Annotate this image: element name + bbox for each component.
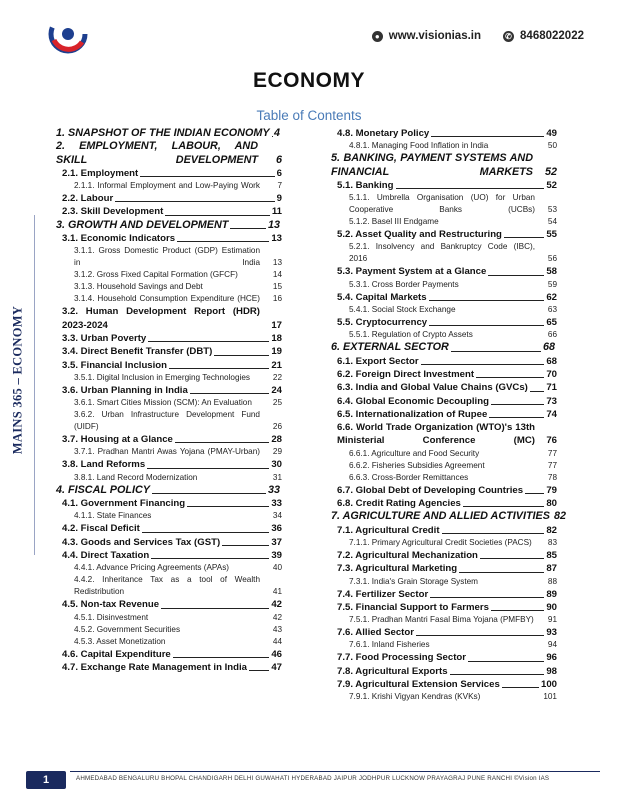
toc-entry-page: 49 xyxy=(546,128,557,139)
toc-entry[interactable] xyxy=(331,127,557,140)
toc-entry-title: 5.5. Cryptocurrency xyxy=(337,317,428,329)
toc-entry-title: 6.6.1. Agriculture and Food Security xyxy=(349,448,480,458)
toc-entry[interactable] xyxy=(56,245,282,269)
toc-entry-page: 58 xyxy=(546,266,557,278)
toc-entry-title: 3.1.3. Household Savings and Debt xyxy=(74,282,203,292)
toc-entry-title: 5.1. Banking xyxy=(337,179,394,191)
toc-entry[interactable] xyxy=(331,665,557,678)
leader-line xyxy=(161,608,269,609)
toc-entry-page: 25 xyxy=(272,398,282,408)
leader-line xyxy=(190,393,270,394)
toc-entry-title: 5.4. Capital Markets xyxy=(337,291,427,303)
toc-entry[interactable] xyxy=(56,661,282,674)
toc-entry[interactable] xyxy=(56,549,282,562)
toc-entry-page: 19 xyxy=(271,346,282,358)
globe-icon: ● xyxy=(372,31,383,42)
side-rule xyxy=(34,215,35,555)
leader-line xyxy=(442,533,545,534)
toc-entry-page: 11 xyxy=(271,206,282,218)
toc-entry-title: 3.6.2. Urban Infrastructure Development Fund (UIDF) xyxy=(74,410,260,432)
page-footer xyxy=(26,771,594,791)
toc-entry[interactable] xyxy=(331,279,557,291)
toc-entry-page: 6 xyxy=(276,167,282,179)
toc-entry[interactable] xyxy=(331,601,557,614)
phone-icon: ✆ xyxy=(503,31,514,42)
toc-entry[interactable] xyxy=(56,624,282,636)
toc-entry-title: 7.4. Fertilizer Sector xyxy=(337,588,429,600)
leader-line xyxy=(450,674,545,675)
toc-entry[interactable] xyxy=(56,281,282,293)
toc-entry-page: 73 xyxy=(546,395,557,407)
toc-entry[interactable] xyxy=(331,395,557,408)
toc-heading: Table of Contents xyxy=(256,108,362,123)
footer-rule xyxy=(70,771,600,772)
toc-entry-title: 4.6. Capital Expenditure xyxy=(62,648,171,660)
toc-entry-title: 4.4.1. Advance Pricing Agreements (APAs) xyxy=(74,563,230,573)
leader-line xyxy=(421,364,545,365)
leader-line xyxy=(187,506,269,507)
toc-entry[interactable] xyxy=(56,636,282,648)
leader-line xyxy=(463,506,544,507)
toc-entry-page: 62 xyxy=(546,291,557,303)
toc-entry-page: 83 xyxy=(547,537,557,547)
toc-entry[interactable] xyxy=(56,140,282,167)
toc-entry[interactable] xyxy=(331,241,557,265)
leader-line xyxy=(396,188,545,189)
toc-entry[interactable] xyxy=(331,291,557,304)
toc-entry[interactable] xyxy=(331,216,557,228)
toc-entry-page: 79 xyxy=(546,484,557,496)
toc-entry[interactable] xyxy=(331,368,557,381)
toc-entry[interactable] xyxy=(56,372,282,384)
toc-entry-page: 82 xyxy=(546,524,557,536)
toc-entry-page: 26 xyxy=(272,422,282,432)
toc-entry-title: 5.2. Asset Quality and Restructuring xyxy=(337,229,502,241)
toc-entry[interactable] xyxy=(331,484,557,497)
toc-entry-page: 52 xyxy=(546,179,557,191)
toc-entry-page: 89 xyxy=(546,588,557,600)
toc-entry-title: 5. BANKING, PAYMENT SYSTEMS AND FINANCIAL MARKETS xyxy=(331,152,533,178)
leader-line xyxy=(431,136,544,137)
toc-entry-title: 7.1. Agricultural Credit xyxy=(337,524,440,536)
toc-entry-page: 71 xyxy=(546,382,557,394)
toc-entry-title: 3.5. Financial Inclusion xyxy=(62,359,168,371)
leader-line xyxy=(115,201,274,202)
toc-entry[interactable] xyxy=(56,397,282,409)
toc-entry-title: 6. EXTERNAL SECTOR xyxy=(331,341,449,354)
toc-entry-title: 4.1. Government Financing xyxy=(62,498,186,510)
leader-line xyxy=(151,558,269,559)
toc-entry-title: 4.4. Direct Taxation xyxy=(62,549,150,561)
toc-entry-page: 85 xyxy=(546,549,557,561)
leader-line xyxy=(148,341,269,342)
toc-entry-title: 3.7. Housing at a Glance xyxy=(62,434,173,446)
website-link[interactable]: www.visionias.in xyxy=(388,30,482,42)
contact-info xyxy=(372,30,584,42)
toc-entry-page: 76 xyxy=(546,435,557,447)
leader-line xyxy=(451,351,541,352)
toc-entry-page: 42 xyxy=(271,599,282,611)
toc-entry-title: 7.2. Agricultural Mechanization xyxy=(337,549,478,561)
toc-entry-page: 6 xyxy=(275,153,282,166)
toc-entry-page: 30 xyxy=(271,459,282,471)
toc-entry-page: 74 xyxy=(546,408,557,420)
leader-line xyxy=(249,670,269,671)
footer-cities: AHMEDABAD BENGALURU BHOPAL CHANDIGARH DELHI GUWAHATI HYDERABAD JAIPUR JODHPUR LUCKNOW PRAYAGRAJ PUNE RANCHI ©Vision IAS xyxy=(76,775,550,782)
toc-entry-page: 34 xyxy=(272,511,282,521)
toc-entry[interactable] xyxy=(331,614,557,626)
toc-entry-page: 13 xyxy=(272,258,282,268)
toc-entry-title: 3. GROWTH AND DEVELOPMENT xyxy=(56,218,229,231)
toc-entry[interactable] xyxy=(56,574,282,598)
toc-entry-page: 52 xyxy=(544,165,557,178)
toc-entry-title: 2.3. Skill Development xyxy=(62,206,164,218)
toc-entry[interactable] xyxy=(56,510,282,522)
toc-entry[interactable] xyxy=(331,639,557,651)
toc-entry-title: 6.5. Internationalization of Rupee xyxy=(337,408,488,420)
toc-entry-page: 43 xyxy=(272,624,282,634)
toc-entry-page: 46 xyxy=(271,648,282,660)
toc-entry-title: 4. FISCAL POLICY xyxy=(56,483,150,496)
toc-entry[interactable] xyxy=(56,127,282,140)
phone-number: 8468022022 xyxy=(520,30,584,42)
toc-entry-title: 6.6.3. Cross-Border Remittances xyxy=(349,472,469,482)
toc-entry[interactable] xyxy=(56,219,282,232)
toc-entry-page: 39 xyxy=(271,549,282,561)
toc-entry-page: 40 xyxy=(272,563,282,573)
leader-line xyxy=(416,635,544,636)
toc-entry[interactable] xyxy=(56,332,282,345)
toc-entry-title: 7.3. Agricultural Marketing xyxy=(337,563,458,575)
leader-line xyxy=(140,176,274,177)
toc-entry-title: 4.4.2. Inheritance Tax as a tool of Wealth Redistribution xyxy=(74,575,260,597)
toc-entry[interactable] xyxy=(331,265,557,278)
toc-entry-title: 3.4. Direct Benefit Transfer (DBT) xyxy=(62,346,213,358)
toc-entry[interactable] xyxy=(331,381,557,394)
toc-entry[interactable] xyxy=(56,458,282,471)
toc-entry-title: 3.3. Urban Poverty xyxy=(62,332,147,344)
toc-entry-page: 82 xyxy=(553,510,566,523)
toc-entry[interactable] xyxy=(331,524,557,537)
toc-entry[interactable] xyxy=(331,588,557,601)
toc-entry-title: 2.1. Employment xyxy=(62,167,139,179)
toc-entry-page: 66 xyxy=(547,330,557,340)
leader-line xyxy=(525,493,544,494)
toc-entry-title: 3.1.1. Gross Domestic Product (GDP) Estimation in India xyxy=(74,246,260,268)
toc-entry-title: 3.1.2. Gross Fixed Capital Formation (GFCF) xyxy=(74,270,238,280)
toc-entry-page: 9 xyxy=(276,193,282,205)
leader-line xyxy=(169,368,269,369)
toc-entry[interactable] xyxy=(56,497,282,510)
leader-line xyxy=(491,404,544,405)
toc-entry[interactable] xyxy=(331,510,566,523)
toc-entry-title: 6.3. India and Global Value Chains (GVCs) xyxy=(337,382,528,394)
toc-entry-page: 37 xyxy=(271,536,282,548)
toc-entry[interactable] xyxy=(331,355,557,368)
leader-line xyxy=(491,610,544,611)
toc-entry-title: 5.4.1. Social Stock Exchange xyxy=(349,305,456,315)
toc-entry[interactable] xyxy=(331,408,557,421)
toc-entry-title: 5.1.2. Basel III Endgame xyxy=(349,217,439,227)
toc-entry[interactable] xyxy=(331,448,557,460)
toc-entry-title: 4.5.1. Disinvestment xyxy=(74,612,149,622)
toc-entry-page: 7 xyxy=(277,181,282,191)
toc-entry-title: 6.7. Global Debt of Developing Countries xyxy=(337,484,524,496)
toc-entry[interactable] xyxy=(56,384,282,397)
toc-entry-page: 65 xyxy=(546,317,557,329)
toc-entry-page: 93 xyxy=(546,627,557,639)
toc-entry-title: 3.7.1. Pradhan Mantri Awas Yojana (PMAY-Urban) xyxy=(74,447,260,457)
toc-entry[interactable] xyxy=(331,421,557,448)
toc-entry-page: 24 xyxy=(271,384,282,396)
toc-entry[interactable] xyxy=(331,341,557,354)
toc-entry[interactable] xyxy=(331,576,557,588)
toc-entry-title: 5.5.1. Regulation of Crypto Assets xyxy=(349,330,473,340)
leader-line xyxy=(468,661,544,662)
toc-entry[interactable] xyxy=(56,269,282,281)
toc-entry[interactable] xyxy=(56,205,282,218)
toc-entry-page: 41 xyxy=(272,587,282,597)
toc-entry-page: 54 xyxy=(547,217,557,227)
side-label: MAINS 365 – ECONOMY xyxy=(10,305,25,455)
toc-entry[interactable] xyxy=(331,179,557,192)
toc-entry-page: 36 xyxy=(271,523,282,535)
toc-entry-page: 77 xyxy=(547,460,557,470)
toc-entry[interactable] xyxy=(56,192,282,205)
toc-entry[interactable] xyxy=(331,472,557,484)
toc-entry-title: 3.1. Economic Indicators xyxy=(62,233,176,245)
toc-entry-title: 4.3. Goods and Services Tax (GST) xyxy=(62,536,221,548)
toc-entry-title: 6.8. Credit Rating Agencies xyxy=(337,498,461,510)
leader-line xyxy=(502,687,539,688)
toc-entry[interactable] xyxy=(56,522,282,535)
toc-entry-title: 4.7. Exchange Rate Management in India xyxy=(62,661,247,673)
toc-entry-page: 4 xyxy=(273,127,280,139)
toc-entry[interactable] xyxy=(331,228,557,241)
toc-entry-page: 70 xyxy=(546,368,557,380)
toc-entry[interactable] xyxy=(331,329,557,341)
toc-entry[interactable] xyxy=(331,316,557,329)
toc-entry-title: 3.8.1. Land Record Modernization xyxy=(74,472,198,482)
toc-entry-page: 15 xyxy=(272,282,282,292)
toc-entry-title: 5.2.1. Insolvency and Bankruptcy Code (IBC), 2016 xyxy=(349,242,535,264)
toc-entry-title: 7.7. Food Processing Sector xyxy=(337,652,467,664)
toc-entry[interactable] xyxy=(331,140,557,152)
leader-line xyxy=(214,355,269,356)
toc-entry[interactable] xyxy=(56,305,282,332)
leader-line xyxy=(429,325,544,326)
toc-entry[interactable] xyxy=(331,678,557,691)
toc-entry-title: 2.2. Labour xyxy=(62,193,114,205)
page-title: ECONOMY xyxy=(252,69,365,92)
toc-entry[interactable] xyxy=(331,651,557,664)
toc-entry-page: 31 xyxy=(272,472,282,482)
toc-entry[interactable] xyxy=(56,484,282,497)
toc-entry-page: 98 xyxy=(546,665,557,677)
toc-entry[interactable] xyxy=(331,460,557,472)
toc-entry-page: 28 xyxy=(271,434,282,446)
leader-line xyxy=(429,300,545,301)
toc-entry-page: 78 xyxy=(547,472,557,482)
leader-line xyxy=(488,275,544,276)
toc-entry-title: 6.6. World Trade Organization (WTO)'s 13th Ministerial Conference (MC) xyxy=(337,422,535,447)
toc-entry-title: 3.8. Land Reforms xyxy=(62,459,146,471)
toc-entry[interactable] xyxy=(56,167,282,180)
leader-line xyxy=(430,597,544,598)
toc-entry-page: 53 xyxy=(547,205,557,215)
toc-entry-page: 33 xyxy=(267,483,280,496)
toc-entry-title: 7.6.1. Inland Fisheries xyxy=(349,640,430,650)
toc-entry-title: 4.8. Monetary Policy xyxy=(337,128,430,139)
toc-entry-title: 3.6. Urban Planning in India xyxy=(62,384,188,396)
leader-line xyxy=(476,377,544,378)
toc-entry-title: 6.1. Export Sector xyxy=(337,355,419,367)
toc-entry[interactable] xyxy=(331,192,557,216)
leader-line xyxy=(142,532,269,533)
toc-entry[interactable] xyxy=(331,549,557,562)
toc-entry[interactable] xyxy=(331,497,557,510)
leader-line xyxy=(530,391,544,392)
toc-entry-title: 4.5. Non-tax Revenue xyxy=(62,599,160,611)
toc-entry-title: 6.6.2. Fisheries Subsidies Agreement xyxy=(349,460,485,470)
toc-entry-title: 3.6.1. Smart Cities Mission (SCM): An Evaluation xyxy=(74,398,252,408)
toc-entry-page: 29 xyxy=(272,447,282,457)
toc-entry-title: 4.5.3. Asset Monetization xyxy=(74,636,166,646)
toc-entry-page: 68 xyxy=(542,341,555,354)
toc-entry[interactable] xyxy=(56,433,282,446)
toc-entry-title: 5.1.1. Umbrella Organisation (UO) for Urban Cooperative Banks (UCBs) xyxy=(349,193,535,215)
leader-line xyxy=(489,417,544,418)
toc-entry-page: 90 xyxy=(546,601,557,613)
toc-entry-page: 87 xyxy=(546,563,557,575)
toc-entry-title: 7.5.1. Pradhan Mantri Fasal Bima Yojana (PMFBY) xyxy=(349,615,534,625)
toc-entry-title: 6.4. Global Economic Decoupling xyxy=(337,395,489,407)
toc-entry-title: 3.1.4. Household Consumption Expenditure (HCE) xyxy=(74,294,260,304)
toc-entry-page: 21 xyxy=(271,359,282,371)
toc-entry-title: 4.2. Fiscal Deficit xyxy=(62,523,140,535)
toc-entry[interactable] xyxy=(56,472,282,484)
leader-line xyxy=(459,572,544,573)
toc-entry-page: 18 xyxy=(271,332,282,344)
leader-line xyxy=(175,442,269,443)
leader-line xyxy=(152,493,266,494)
toc-entry-page: 88 xyxy=(547,576,557,586)
toc-entry-page: 33 xyxy=(271,498,282,510)
toc-entry-title: 2.1.1. Informal Employment and Low-Paying Work xyxy=(74,181,260,191)
toc-entry-page: 13 xyxy=(271,233,282,245)
toc-entry-page: 96 xyxy=(546,652,557,664)
toc-entry-page: 13 xyxy=(267,218,280,231)
toc-entry-page: 47 xyxy=(271,661,282,673)
toc-entry-title: 7. AGRICULTURE AND ALLIED ACTIVITIES xyxy=(331,510,550,523)
toc-entry[interactable] xyxy=(56,359,282,372)
leader-line xyxy=(480,558,544,559)
toc-entry-page: 56 xyxy=(547,254,557,264)
toc-entry-title: 7.9. Agricultural Extension Services xyxy=(337,679,500,691)
toc-entry-title: 3.5.1. Digital Inclusion in Emerging Technologies xyxy=(74,372,250,382)
toc-entry[interactable] xyxy=(331,691,557,703)
toc-right-column xyxy=(331,127,566,703)
leader-line xyxy=(173,657,270,658)
toc-entry-page: 50 xyxy=(547,141,557,151)
toc-entry-page: 68 xyxy=(546,355,557,367)
toc-entry[interactable] xyxy=(56,293,282,305)
toc-entry-title: 7.8. Agricultural Exports xyxy=(337,665,448,677)
vision-ias-logo xyxy=(48,14,88,54)
toc-entry-page: 55 xyxy=(546,229,557,241)
toc-entry-page: 100 xyxy=(540,679,557,691)
toc-entry-page: 16 xyxy=(272,294,282,304)
toc-entry[interactable] xyxy=(331,304,557,316)
toc-entry-title: 7.1.1. Primary Agricultural Credit Societies (PACS) xyxy=(349,537,532,547)
toc-entry-page: 63 xyxy=(547,305,557,315)
leader-line xyxy=(147,468,269,469)
toc-entry-title: 3.2. Human Development Report (HDR) 2023-2024 xyxy=(62,306,260,331)
leader-line xyxy=(177,241,269,242)
toc-entry-title: 7.3.1. India's Grain Storage System xyxy=(349,576,478,586)
toc-entry[interactable] xyxy=(331,152,557,179)
toc-entry-title: 5.3.1. Cross Border Payments xyxy=(349,279,459,289)
toc-entry[interactable] xyxy=(56,612,282,624)
toc-entry-page: 94 xyxy=(547,640,557,650)
toc-entry-page: 80 xyxy=(546,498,557,510)
leader-line xyxy=(222,545,269,546)
leader-line xyxy=(504,237,544,238)
toc-entry-title: 7.9.1. Krishi Vigyan Kendras (KVKs) xyxy=(349,692,481,702)
toc-entry-page: 59 xyxy=(547,279,557,289)
leader-line xyxy=(165,215,270,216)
toc-entry-page: 42 xyxy=(272,612,282,622)
toc-entry-title: 1. SNAPSHOT OF THE INDIAN ECONOMY xyxy=(56,127,270,139)
leader-line xyxy=(230,228,266,229)
toc-entry[interactable] xyxy=(56,648,282,661)
toc-entry-title: 4.1.1. State Finances xyxy=(74,511,152,521)
toc-entry[interactable] xyxy=(56,409,282,433)
toc-entry[interactable] xyxy=(56,598,282,611)
toc-entry[interactable] xyxy=(331,562,557,575)
toc-entry-title: 2. EMPLOYMENT, LABOUR, AND SKILL DEVELOPMENT xyxy=(56,140,258,166)
toc-entry-title: 4.8.1. Managing Food Inflation in India xyxy=(349,141,489,151)
toc-entry-page: 22 xyxy=(272,372,282,382)
page-header xyxy=(0,0,618,60)
toc-entry[interactable] xyxy=(331,626,557,639)
toc-entry-title: 6.2. Foreign Direct Investment xyxy=(337,368,475,380)
toc-entry-page: 91 xyxy=(547,615,557,625)
toc-entry[interactable] xyxy=(56,562,282,574)
toc-entry-title: 4.5.2. Government Securities xyxy=(74,624,181,634)
toc-entry-page: 77 xyxy=(547,448,557,458)
toc-entry-page: 17 xyxy=(271,319,282,331)
toc-entry-page: 44 xyxy=(272,636,282,646)
toc-entry-title: 5.3. Payment System at a Glance xyxy=(337,266,487,278)
toc-entry[interactable] xyxy=(56,180,282,192)
toc-entry-title: 7.5. Financial Support to Farmers xyxy=(337,601,489,613)
page-number: 1 xyxy=(26,771,66,789)
toc-entry[interactable] xyxy=(56,232,282,245)
toc-entry-page: 14 xyxy=(272,270,282,280)
toc-entry[interactable] xyxy=(331,537,557,549)
toc-entry[interactable] xyxy=(56,345,282,358)
toc-entry[interactable] xyxy=(56,536,282,549)
toc-entry[interactable] xyxy=(56,446,282,458)
toc-entry-title: 7.6. Allied Sector xyxy=(337,627,414,639)
toc-entry-page: 101 xyxy=(543,692,557,702)
toc-left-column xyxy=(56,127,282,674)
